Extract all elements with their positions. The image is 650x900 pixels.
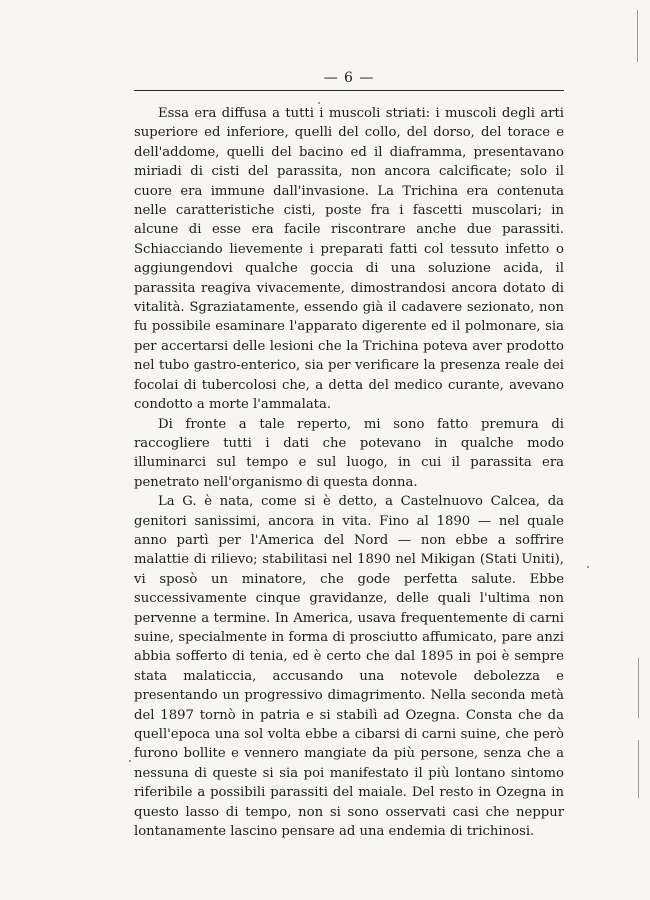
scan-margin-mark [638,658,639,718]
paragraph-1: Essa era diffusa a tutti i muscoli striati: i muscoli degli arti superiore ed inferiore, quelli del collo, del dorso, del torace e dell'addome, quelli del bacino ed il diaframma, presentavano miriadi di cisti del parassita, non ancora calcificate; solo il cuore era immune dall'invasione. La Trichina era contenuta nelle caratteristiche cisti, poste fra i fascetti muscolari; in alcune di esse era facile riscontrare anche due parassiti. Schiacciando lievemente i preparati fatti col tessuto infetto o aggiungendovi qualche goccia di una soluzione acida, il parassita reagiva vivacemente, dimostrandosi ancora dotato di vitalità. Sgraziatamente, essendo già il cadavere sezionato, non fu possibile esaminare l'apparato digerente ed il polmonare, sia per accertarsi delle lesioni che la Trichina poteva aver prodotto nel tubo gastro-enterico, sia per verificare la presenza reale dei focolai di tubercolosi che, a detta del medico curante, avevano condotto a morte l'ammalata. [134,106,564,413]
paragraph-2: Di fronte a tale reperto, mi sono fatto premura di raccogliere tutti i dati che potevano in qualche modo illuminarci sul tempo e sul luogo, in cui il parassita era penetrato nell'organismo di questa donna. [134,416,564,490]
scan-margin-mark [637,10,638,62]
page-number: — 6 — [323,70,375,86]
scan-speck [129,760,131,762]
body-text [134,104,564,841]
header-rule [134,90,564,91]
scan-margin-mark [638,740,639,798]
paragraph-3: La G. è nata, come si è detto, a Castelnuovo Calcea, da genitori sanissimi, ancora in vita. Fino al 1890 — nel quale anno partì per l'America del Nord — non ebbe a soffrire malattie di rilievo; stabilitasi nel 1890 nel Mikigan (Stati Uniti), vi sposò un minatore, che gode perfetta salute. Ebbe successivamente cinque gravidanze, delle quali l'ultima non pervenne a termine. In America, usava frequentemente di carni suine, specialmente in forma di prosciutto affumicato, pare anzi abbia sofferto di tenia, ed è certo che dal 1895 in poi è sempre stata malaticcia, accusando una notevole debolezza e presentando un progressivo dimagrimento. Nella seconda metà del 1897 tornò in patria e si stabilì ad Ozegna. Consta che da quell'epoca una sol volta ebbe a cibarsi di carni suine, che però furono bollite e vennero mangiate da più persone, senza che a nessuna di queste si sia poi manifestato il più lontano sintomo riferibile a possibili parassiti del maiale. Del resto in Ozegna in questo lasso di tempo, non si sono osservati casi che neppur lontanamente lascino pensare ad una endemia di trichinosi. [134,494,564,840]
scan-speck [587,566,589,568]
scan-speck [318,102,320,104]
